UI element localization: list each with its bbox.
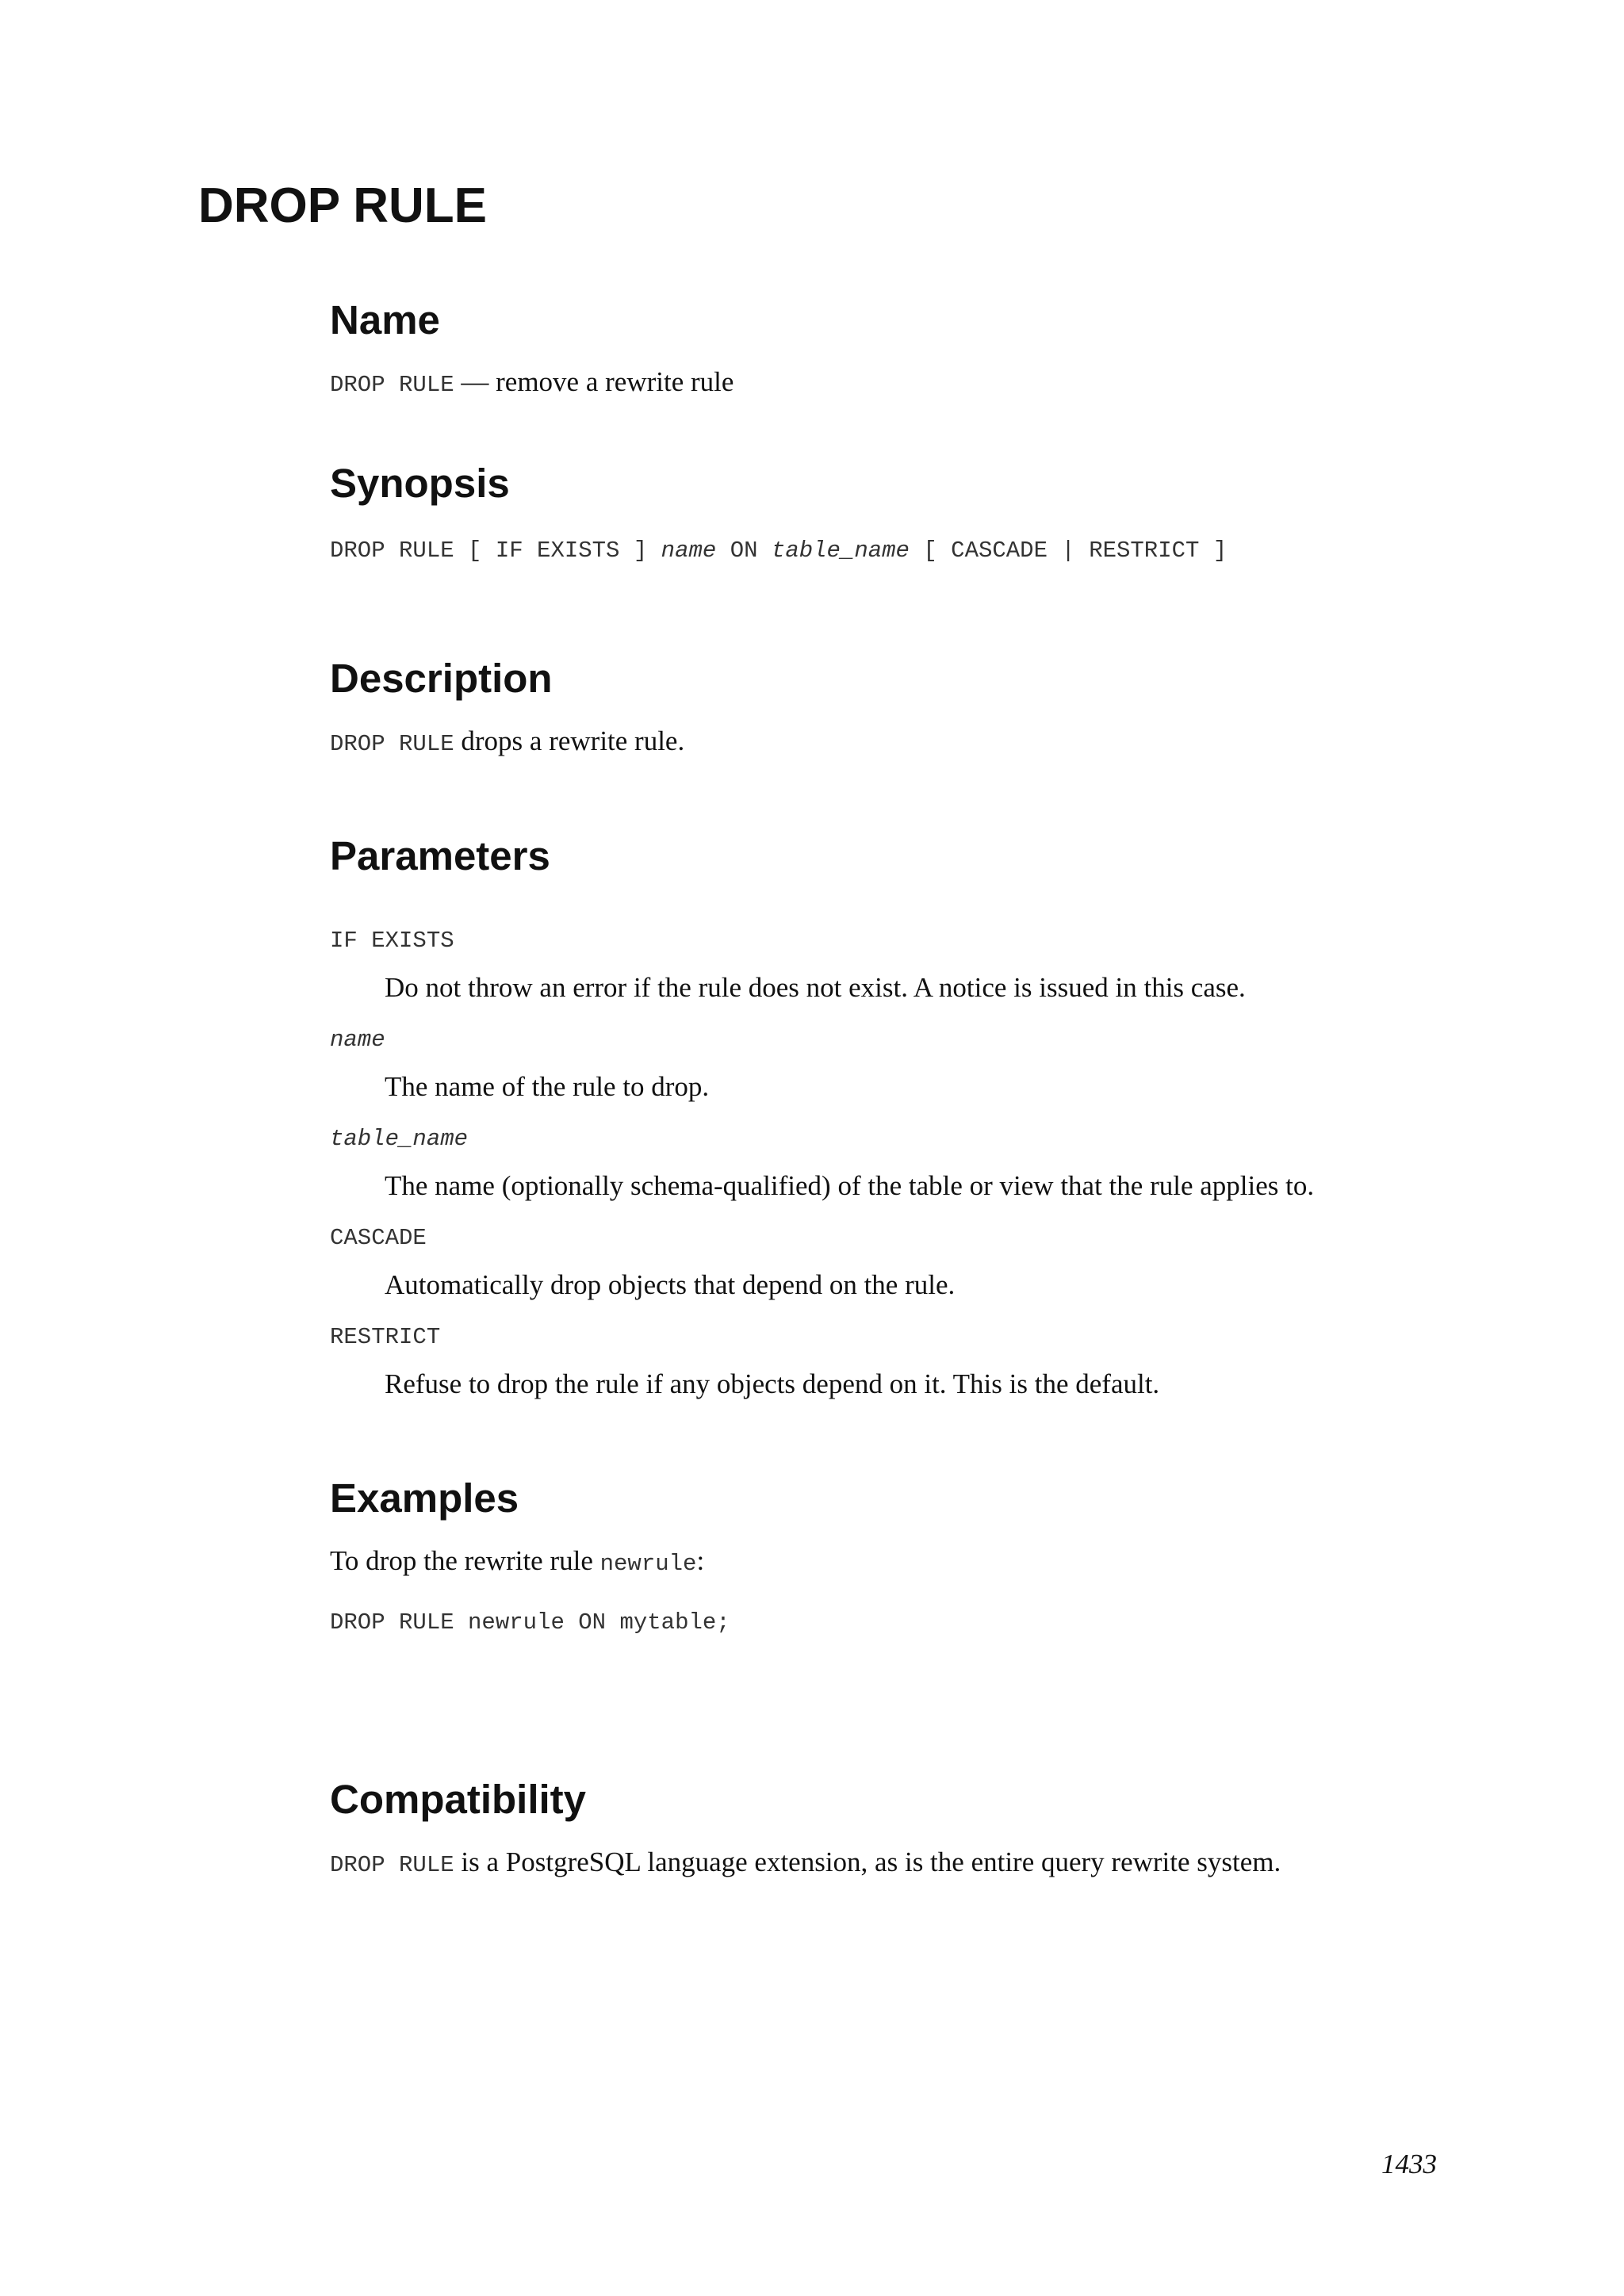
description-heading: Description: [330, 656, 553, 701]
synopsis-code: [330, 538, 1227, 565]
param-def-name: The name of the rule to drop.: [385, 1071, 710, 1102]
synopsis-suffix: [ CASCADE | RESTRICT ]: [909, 538, 1228, 564]
description-command: DROP RULE: [330, 731, 454, 757]
compatibility-line: [330, 1846, 1281, 1880]
param-def-table-name: The name (optionally schema-qualified) of the table or view that the rule applies to.: [385, 1170, 1315, 1201]
examples-intro: [330, 1544, 704, 1578]
param-term-name: name: [330, 1027, 385, 1053]
examples-heading: Examples: [330, 1475, 519, 1521]
param-term-restrict: RESTRICT: [330, 1324, 441, 1350]
name-line: [330, 365, 733, 400]
compatibility-command: DROP RULE: [330, 1852, 454, 1878]
synopsis-table-param: table_name: [771, 538, 910, 564]
description-text: drops a rewrite rule.: [454, 725, 685, 756]
param-def-cascade: Automatically drop objects that depend on the rule.: [385, 1269, 956, 1300]
param-term-if-exists: IF EXISTS: [330, 928, 454, 954]
synopsis-heading: Synopsis: [330, 461, 510, 506]
parameters-heading: Parameters: [330, 833, 550, 878]
page-number: 1433: [1381, 2149, 1437, 2179]
synopsis-on: ON: [716, 538, 772, 564]
compatibility-heading: Compatibility: [330, 1777, 587, 1822]
synopsis-prefix: DROP RULE [ IF EXISTS ]: [330, 538, 661, 564]
name-heading: Name: [330, 297, 440, 342]
example-code: DROP RULE newrule ON mytable;: [330, 1609, 730, 1636]
compatibility-text: is a PostgreSQL language extension, as is the entire query rewrite system.: [454, 1846, 1281, 1877]
examples-intro-text: To drop the rewrite rule: [330, 1545, 600, 1576]
param-term-table-name: table_name: [330, 1126, 469, 1152]
examples-intro-end: :: [696, 1545, 705, 1576]
param-def-if-exists: Do not throw an error if the rule does not exist. A notice is issued in this case.: [385, 972, 1246, 1003]
synopsis-name-param: name: [661, 538, 717, 564]
name-description: — remove a rewrite rule: [454, 366, 734, 397]
description-line: [330, 725, 684, 759]
examples-intro-code: newrule: [599, 1551, 697, 1577]
param-term-cascade: CASCADE: [330, 1225, 427, 1251]
page-title: DROP RULE: [198, 178, 488, 233]
param-def-restrict: Refuse to drop the rule if any objects depend on it. This is the default.: [385, 1368, 1160, 1399]
name-command: DROP RULE: [330, 372, 454, 398]
